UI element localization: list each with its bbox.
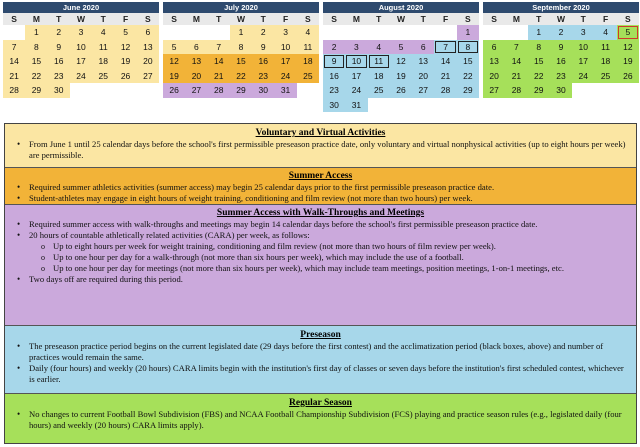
- calendar-day: 11: [368, 54, 390, 69]
- weekday-label: F: [282, 14, 289, 24]
- weekday-label: F: [442, 14, 449, 24]
- calendar-day: 23: [48, 69, 70, 84]
- calendar-day: 1: [230, 25, 252, 40]
- calendar-day: 3: [572, 25, 594, 40]
- calendar-day: 27: [483, 83, 505, 98]
- calendar-day: 16: [48, 54, 70, 69]
- weekday-label: S: [11, 14, 17, 24]
- bullet: • Required summer athletics activities (summer access) may begin 25 calendar days prior to the first permissible preseason practice date.: [11, 182, 630, 193]
- calendar-empty-cell: [137, 83, 159, 98]
- weekday-label: W: [76, 14, 85, 24]
- bullet: • Two days off are required during this period.: [11, 274, 630, 285]
- weekday-label: F: [122, 14, 129, 24]
- weekday-label: W: [396, 14, 405, 24]
- weekday-label: T: [56, 14, 62, 24]
- bullet: • Required summer access with walk-throughs and meetings may begin 14 calendar days before the school's first permissible preseason practice date.: [11, 219, 630, 230]
- weekday-header: [163, 13, 319, 25]
- weekday-label: W: [236, 14, 245, 24]
- calendar-day: 10: [70, 40, 92, 55]
- calendar-day: 9: [550, 40, 572, 55]
- calendar-august: [323, 2, 479, 112]
- calendar-month-title: August 2020: [323, 2, 479, 13]
- calendar-day: 22: [25, 69, 47, 84]
- calendar-day: 23: [323, 83, 345, 98]
- calendar-day: 15: [528, 54, 550, 69]
- calendar-day: 13: [483, 54, 505, 69]
- weekday-label: T: [376, 14, 382, 24]
- calendar-day: 17: [70, 54, 92, 69]
- calendar-day: 7: [208, 40, 230, 55]
- calendar-day: 24: [70, 69, 92, 84]
- calendar-month-title: September 2020: [483, 2, 639, 13]
- sub-bullet: o Up to one hour per day for a walk-through (not more than six hours per week), which may include the use of a football.: [11, 252, 630, 263]
- calendar-day: 15: [457, 54, 479, 69]
- calendar-day: 29: [25, 83, 47, 98]
- calendar-day: 3: [70, 25, 92, 40]
- calendar-day: 18: [368, 69, 390, 84]
- calendar-day: 26: [617, 69, 639, 84]
- weekday-label: T: [420, 14, 426, 24]
- calendar-empty-cell: [323, 25, 345, 40]
- weekday-label: S: [625, 14, 631, 24]
- weekday-header: [483, 13, 639, 25]
- weekday-header: [323, 13, 479, 25]
- calendar-day: 29: [457, 83, 479, 98]
- weekday-label: S: [331, 14, 337, 24]
- weekday-label: S: [171, 14, 177, 24]
- calendar-day: 21: [434, 69, 456, 84]
- calendar-month-title: July 2020: [163, 2, 319, 13]
- calendar-day: 16: [323, 69, 345, 84]
- calendar-day: 6: [137, 25, 159, 40]
- calendar-empty-cell: [163, 25, 185, 40]
- calendar-day: 4: [368, 40, 390, 55]
- calendar-day: 7: [3, 40, 25, 55]
- bullet: • 20 hours of countable athletically related activities (CARA) per week, as follows:: [11, 230, 630, 241]
- weekday-header: [3, 13, 159, 25]
- calendar-day: 30: [550, 83, 572, 98]
- weekday-label: T: [580, 14, 586, 24]
- calendar-day: 2: [323, 40, 345, 55]
- calendar-empty-cell: [390, 98, 412, 113]
- calendar-day: 10: [345, 54, 367, 69]
- calendar-day: 2: [252, 25, 274, 40]
- weekday-label: M: [32, 14, 40, 24]
- weekday-label: M: [512, 14, 520, 24]
- calendar-day: 11: [297, 40, 319, 55]
- weekday-label: S: [465, 14, 471, 24]
- calendar-empty-cell: [412, 98, 434, 113]
- calendar-day: 6: [185, 40, 207, 55]
- calendar-day: 27: [137, 69, 159, 84]
- calendar-grid: [163, 25, 319, 98]
- calendar-day: 23: [252, 69, 274, 84]
- calendar-grid: [3, 25, 159, 98]
- calendar-day: 24: [274, 69, 296, 84]
- calendar-day: 14: [505, 54, 527, 69]
- bullet: • Daily (four hours) and weekly (20 hours) CARA limits begin with the institution's first day of classes or seven days before the institution's first scheduled contest, whichever is earlier.: [11, 363, 630, 385]
- calendar-day: 5: [390, 40, 412, 55]
- calendar-day: 6: [483, 40, 505, 55]
- weekday-label: T: [260, 14, 266, 24]
- calendar-day: 13: [412, 54, 434, 69]
- calendar-day: 12: [390, 54, 412, 69]
- calendar-day: 22: [230, 69, 252, 84]
- weekday-label: M: [352, 14, 360, 24]
- calendar-day: 20: [412, 69, 434, 84]
- calendar-day: 28: [434, 83, 456, 98]
- calendar-empty-cell: [457, 98, 479, 113]
- sub-bullet: o Up to one hour per day for meetings (not more than six hours per week), which may include team meetings, position meetings, 1-on-1 meetings, etc.: [11, 263, 630, 274]
- calendar-day: 25: [594, 69, 616, 84]
- weekday-label: T: [216, 14, 222, 24]
- calendar-day: 17: [345, 69, 367, 84]
- calendar-day: 25: [297, 69, 319, 84]
- calendar-empty-cell: [483, 25, 505, 40]
- calendar-day: 22: [528, 69, 550, 84]
- calendar-day: 16: [252, 54, 274, 69]
- calendar-empty-cell: [412, 25, 434, 40]
- calendar-empty-cell: [297, 83, 319, 98]
- calendar-day: 19: [617, 54, 639, 69]
- calendar-day: 18: [92, 54, 114, 69]
- calendar-day: 10: [572, 40, 594, 55]
- calendar-empty-cell: [594, 83, 616, 98]
- calendar-day: 30: [323, 98, 345, 113]
- calendar-day: 20: [185, 69, 207, 84]
- calendar-day: 8: [230, 40, 252, 55]
- calendar-empty-cell: [345, 25, 367, 40]
- calendar-day: 9: [323, 54, 345, 69]
- calendar-day: 5: [163, 40, 185, 55]
- calendar-day: 8: [25, 40, 47, 55]
- calendar-day: 19: [163, 69, 185, 84]
- calendar-empty-cell: [434, 98, 456, 113]
- calendar-day: 13: [185, 54, 207, 69]
- calendar-day: 31: [274, 83, 296, 98]
- calendar-empty-cell: [368, 98, 390, 113]
- bullet: • From June 1 until 25 calendar days before the school's first permissible preseason practice date, only voluntary and virtual nonphysical activities (up to eight hours per week) are permissible.: [11, 139, 630, 161]
- calendar-day: 13: [137, 40, 159, 55]
- calendar-day: 20: [137, 54, 159, 69]
- section-title: Summer Access: [288, 171, 353, 181]
- weekday-label: M: [192, 14, 200, 24]
- phase-descriptions: [4, 123, 637, 444]
- calendar-month-title: June 2020: [3, 2, 159, 13]
- weekday-label: T: [100, 14, 106, 24]
- calendar-empty-cell: [70, 83, 92, 98]
- calendar-day: 30: [252, 83, 274, 98]
- section-summer-access: [5, 168, 636, 205]
- section-preseason: [5, 326, 636, 394]
- calendar-day: 26: [163, 83, 185, 98]
- weekday-label: W: [556, 14, 565, 24]
- calendar-empty-cell: [208, 25, 230, 40]
- calendar-empty-cell: [505, 25, 527, 40]
- section-title: Voluntary and Virtual Activities: [255, 128, 386, 138]
- section-regular-season: [5, 394, 636, 443]
- calendar-day: 26: [114, 69, 136, 84]
- weekday-label: F: [602, 14, 609, 24]
- calendar-empty-cell: [92, 83, 114, 98]
- calendar-day: 14: [434, 54, 456, 69]
- calendar-day: 28: [208, 83, 230, 98]
- calendar-day: 25: [92, 69, 114, 84]
- calendar-day: 16: [550, 54, 572, 69]
- weekday-label: S: [305, 14, 311, 24]
- section-title: Summer Access with Walk-Throughs and Meetings: [216, 208, 425, 218]
- calendar-day: 15: [25, 54, 47, 69]
- calendar-day: 18: [297, 54, 319, 69]
- calendar-day: 24: [345, 83, 367, 98]
- calendar-day: 23: [550, 69, 572, 84]
- calendar-day: 1: [457, 25, 479, 40]
- calendar-empty-cell: [114, 83, 136, 98]
- weekday-label: T: [536, 14, 542, 24]
- calendar-day: 12: [617, 40, 639, 55]
- calendar-empty-cell: [368, 25, 390, 40]
- bullet: • No changes to current Football Bowl Subdivision (FBS) and NCAA Football Championship Subdivision (FCS) playing and practice season rules (e.g., legislated daily (four hours) and weekly (20 hours) CARA limits apply).: [11, 409, 630, 431]
- calendar-day: 20: [483, 69, 505, 84]
- weekday-label: S: [145, 14, 151, 24]
- sub-bullet: o Up to eight hours per week for weight training, conditioning and film review (not more than two hours of film review per week).: [11, 241, 630, 252]
- calendar-day: 12: [163, 54, 185, 69]
- calendar-day: 1: [25, 25, 47, 40]
- calendar-day: 14: [3, 54, 25, 69]
- calendar-september: [483, 2, 639, 98]
- section-voluntary: [5, 124, 636, 168]
- calendar-day: 31: [345, 98, 367, 113]
- calendar-day: 17: [572, 54, 594, 69]
- calendar-day: 4: [594, 25, 616, 40]
- calendar-day: 11: [594, 40, 616, 55]
- calendar-day: 28: [505, 83, 527, 98]
- calendar-empty-cell: [185, 25, 207, 40]
- calendar-day: 8: [528, 40, 550, 55]
- section-title: Preseason: [300, 330, 341, 340]
- weekday-label: S: [491, 14, 497, 24]
- calendar-day: 5: [114, 25, 136, 40]
- calendar-day: 11: [92, 40, 114, 55]
- calendar-day: 30: [48, 83, 70, 98]
- calendar-june: [3, 2, 159, 98]
- calendar-day: 9: [252, 40, 274, 55]
- calendar-day: 26: [390, 83, 412, 98]
- calendar-day: 7: [434, 40, 456, 55]
- calendar-day: 1: [528, 25, 550, 40]
- calendar-day: 15: [230, 54, 252, 69]
- calendar-day: 29: [528, 83, 550, 98]
- calendar-day: 21: [505, 69, 527, 84]
- calendar-empty-cell: [617, 83, 639, 98]
- calendar-day: 2: [48, 25, 70, 40]
- calendar-day: 9: [48, 40, 70, 55]
- bullet: • The preseason practice period begins on the current legislated date (29 days before the first contest) and the acclimatization period (black boxes, above) and number of practices would remain the same.: [11, 341, 630, 363]
- calendar-empty-cell: [390, 25, 412, 40]
- calendar-day: 27: [412, 83, 434, 98]
- calendar-empty-cell: [434, 25, 456, 40]
- calendar-day: 6: [412, 40, 434, 55]
- calendar-day: 24: [572, 69, 594, 84]
- calendar-day: 19: [390, 69, 412, 84]
- calendar-day: 4: [297, 25, 319, 40]
- section-walk-throughs: [5, 205, 636, 326]
- calendar-july: [163, 2, 319, 98]
- calendar-day: 21: [3, 69, 25, 84]
- calendar-day: 8: [457, 40, 479, 55]
- calendar-grid: [323, 25, 479, 112]
- section-title: Regular Season: [289, 398, 352, 408]
- calendar-day: 12: [114, 40, 136, 55]
- calendar-day: 22: [457, 69, 479, 84]
- calendar-day: 3: [345, 40, 367, 55]
- calendar-day: 27: [185, 83, 207, 98]
- calendar-day: 2: [550, 25, 572, 40]
- calendar-day: 17: [274, 54, 296, 69]
- calendar-day: 25: [368, 83, 390, 98]
- calendar-day: 14: [208, 54, 230, 69]
- calendar-empty-cell: [572, 83, 594, 98]
- calendar-day: 7: [505, 40, 527, 55]
- calendar-empty-cell: [3, 25, 25, 40]
- calendar-day: 3: [274, 25, 296, 40]
- calendar-day: 18: [594, 54, 616, 69]
- calendar-day: 5: [617, 25, 639, 40]
- calendar-day: 29: [230, 83, 252, 98]
- calendar-day: 28: [3, 83, 25, 98]
- calendar-day: 10: [274, 40, 296, 55]
- calendar-day: 19: [114, 54, 136, 69]
- bullet: • Student-athletes may engage in eight hours of weight training, conditioning and film review (not more than two hours) per week.: [11, 193, 630, 204]
- calendar-day: 4: [92, 25, 114, 40]
- calendar-grid: [483, 25, 639, 98]
- calendar-day: 21: [208, 69, 230, 84]
